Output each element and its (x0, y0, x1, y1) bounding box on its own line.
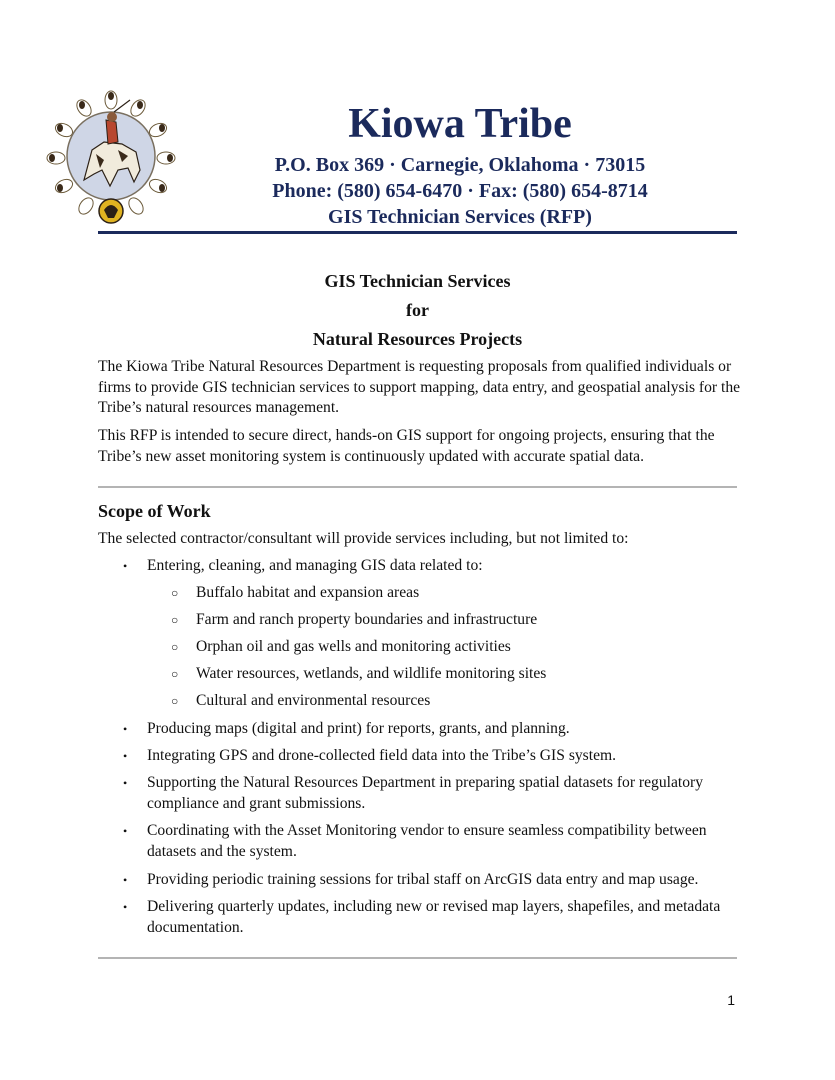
letterhead-subject: GIS Technician Services (RFP) (328, 206, 592, 228)
bullet-marker: • (123, 824, 128, 838)
bullet-marker: • (123, 722, 128, 736)
intro-paragraph-1: The Kiowa Tribe Natural Resources Department is requesting proposals from qualified individuals or firms to provide GIS technician services to support mapping, data entry, and geospatial analysis for the Tribe’s natural resources management. (98, 358, 741, 416)
sub-bullet-marker: ○ (171, 586, 179, 600)
scope-sub-item: Buffalo habitat and expansion areas (196, 584, 420, 601)
section-divider (98, 957, 737, 959)
scope-bullet-item: Producing maps (digital and print) for reports, grants, and planning. (147, 720, 570, 737)
scope-sub-item: Cultural and environmental resources (196, 692, 431, 709)
bullet-marker: • (123, 749, 128, 763)
scope-sub-item: Water resources, wetlands, and wildlife monitoring sites (196, 665, 547, 682)
sub-bullet-marker: ○ (171, 694, 179, 708)
scope-bullet-item: Delivering quarterly updates, including new or revised map layers, shapefiles, and metadata documentation. (147, 898, 721, 936)
document-title-line-3: Natural Resources Projects (312, 329, 523, 349)
document-title-line-1: GIS Technician Services (324, 271, 511, 291)
phone-fax-line: Phone: (580) 654-6470 · Fax: (580) 654-8714 (272, 180, 648, 202)
intro-paragraph-2: This RFP is intended to secure direct, hands-on GIS support for ongoing projects, ensuring that the Tribe’s new asset monitoring system is continuously updated with accurate spatial data. (98, 427, 715, 465)
scope-sub-item: Farm and ranch property boundaries and infrastructure (196, 611, 538, 628)
scope-bullet-item: Supporting the Natural Resources Department in preparing spatial datasets for regulatory compliance and grant submissions. (147, 774, 704, 812)
kiowa-tribe-logo (44, 90, 178, 228)
bullet-marker: • (123, 776, 128, 790)
scope-bullet-item: Integrating GPS and drone-collected field data into the Tribe’s GIS system. (147, 747, 617, 764)
scope-bullet-item: Coordinating with the Asset Monitoring vendor to ensure seamless compatibility between datasets and the system. (147, 822, 707, 860)
bullet-marker: • (123, 900, 128, 914)
scope-intro: The selected contractor/consultant will provide services including, but not limited to: (98, 530, 629, 547)
bullet-marker: • (123, 873, 128, 887)
address-line: P.O. Box 369 · Carnegie, Oklahoma · 73015 (274, 154, 646, 176)
scope-bullet-item: Entering, cleaning, and managing GIS data related to: (147, 557, 483, 574)
sub-bullet-marker: ○ (171, 613, 179, 627)
scope-sub-item: Orphan oil and gas wells and monitoring activities (196, 638, 511, 655)
letterhead-divider (98, 231, 737, 234)
section-divider (98, 486, 737, 488)
organization-name: Kiowa Tribe (348, 101, 572, 147)
bullet-marker: • (123, 559, 128, 573)
sub-bullet-marker: ○ (171, 640, 179, 654)
scope-bullet-item: Providing periodic training sessions for tribal staff on ArcGIS data entry and map usage. (147, 871, 699, 888)
document-title-line-2: for (406, 300, 429, 320)
page-number: 1 (727, 992, 735, 1008)
scope-heading: Scope of Work (98, 501, 211, 521)
sub-bullet-marker: ○ (171, 667, 179, 681)
